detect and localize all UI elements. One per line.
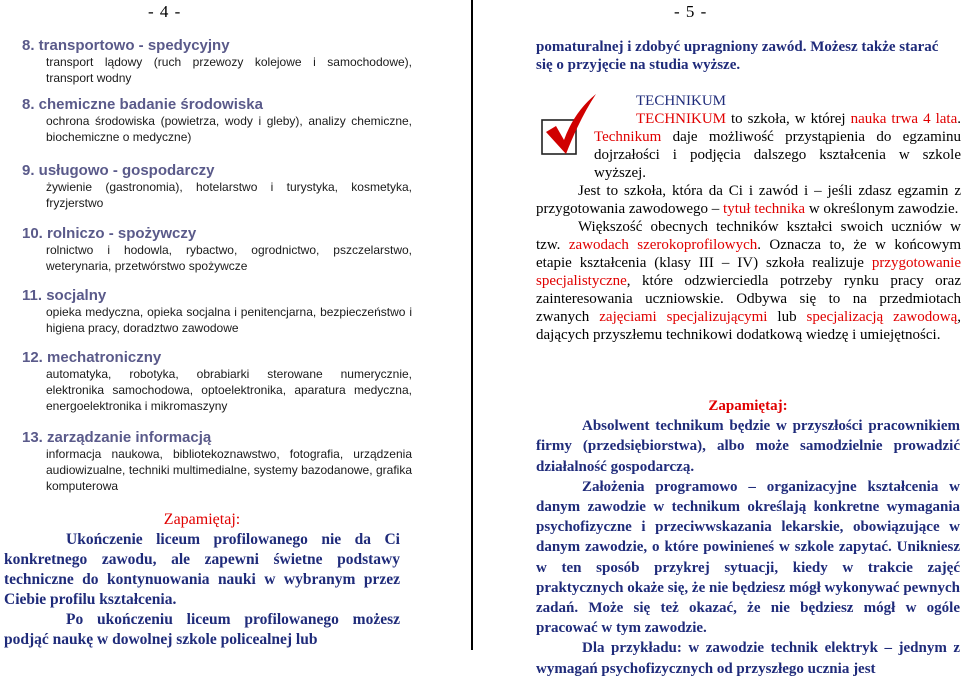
term: nauka trwa 4 lata — [850, 111, 958, 127]
item-title: 10. rolniczo - spożywczy — [22, 225, 197, 242]
list-item — [22, 226, 412, 274]
text-run: , które odzwierciedla potrzeby rynku pracy oraz zainteresowania uczniowskie. Odbywa się to na przedmiotach zwanych — [536, 273, 961, 325]
item-body: transport lądowy (ruch przewozy kolejowe i samochodowe), transport wodny — [46, 55, 412, 85]
list-item — [22, 163, 412, 211]
item-title: 8. chemiczne badanie środowiska — [22, 96, 263, 113]
technikum-paragraph-2 — [536, 182, 961, 218]
text-run: . — [957, 111, 961, 127]
remember-paragraph: Absolwent technikum będzie w przyszłości pracownikiem firmy (przedsiębiorstwa), albo może samodzielnie prowadzić działalność gospodarczą. — [536, 418, 960, 475]
item-body: rolnictwo i hodowla, rybactwo, ogrodnictwo, pszczelarstwo, weterynaria, przetwórstwo spożywcze — [46, 243, 412, 273]
remember-paragraph: Po ukończeniu liceum profilowanego możesz podjąć naukę w dowolnej szkole policealnej lub — [4, 611, 400, 648]
term: TECHNIKUM — [636, 111, 726, 127]
term: zawodach szerokoprofilowych — [568, 237, 758, 253]
page-number-right: - 5 - — [674, 2, 708, 21]
item-title: 12. mechatroniczny — [22, 349, 162, 366]
term: Technikum — [594, 129, 662, 145]
list-item — [22, 430, 412, 494]
remember-heading: Zapamiętaj: — [708, 398, 788, 414]
text-run: Większość obecnych techników kształci swoich uczniów w tzw. — [536, 219, 961, 253]
item-title: 13. zarządzanie informacją — [22, 429, 212, 446]
text-run: Jest to szkoła, która da Ci i zawód i – jeśli zdasz egzamin z przygotowania zawodowego – — [536, 183, 961, 217]
list-item — [22, 288, 412, 336]
list-item — [22, 97, 412, 145]
remember-box-left — [4, 510, 400, 650]
item-title: 11. socjalny — [22, 287, 107, 304]
text-run: lub — [767, 309, 807, 325]
term: przygotowanie specjalistyczne — [536, 255, 961, 289]
technikum-heading: TECHNIKUM — [636, 93, 726, 109]
technikum-section — [536, 92, 961, 344]
text-run: to szkoła, w której — [726, 111, 851, 127]
left-page — [0, 0, 470, 650]
intro-paragraph: pomaturalnej i zdobyć upragniony zawód. Możesz także starać się o przyjęcie na studia wyższe. — [536, 39, 939, 73]
right-page — [478, 0, 961, 677]
item-title: 9. usługowo - gospodarczy — [22, 162, 215, 179]
technikum-paragraph-1 — [536, 110, 961, 182]
term: tytuł technika — [723, 201, 806, 217]
page-divider — [471, 0, 473, 650]
page-number-left: - 4 - — [148, 2, 182, 21]
list-item — [22, 350, 412, 414]
remember-heading: Zapamiętaj: — [163, 511, 241, 528]
remember-paragraph: Ukończenie liceum profilowanego nie da Ci konkretnego zawodu, ale zapewni świetne podstawy techniczne do kontynuowania nauki w wybranym przez Ciebie profilu kształcenia. — [4, 531, 400, 608]
item-body: informacja naukowa, bibliotekoznawstwo, fotografia, urządzenia audiowizualne, techniki multimedialne, systemy bazodanowe, grafika komputerowa — [46, 447, 412, 493]
text-run: , dających przyszłemu technikowi dodatkową wiedzę i umiejętności. — [536, 309, 961, 343]
term: zajęciami specjalizującymi — [599, 309, 768, 325]
term: specjalizacją zawodową — [806, 309, 958, 325]
text-run: w określonym zawodzie. — [805, 201, 959, 217]
item-body: opieka medyczna, opieka socjalna i penitencjarna, bezpieczeństwo i higiena pracy, doradztwo zawodowe — [46, 305, 412, 335]
remember-box-right — [536, 396, 960, 679]
technikum-paragraph-3 — [536, 218, 961, 344]
item-title: 8. transportowo - spedycyjny — [22, 37, 230, 54]
item-body: żywienie (gastronomia), hotelarstwo i turystyka, kosmetyka, fryzjerstwo — [46, 180, 412, 210]
item-body: ochrona środowiska (powietrza, wody i gleby), analizy chemiczne, biochemiczne o medyczne) — [46, 114, 412, 144]
list-item — [22, 38, 412, 86]
text-run: daje możliwość przystąpienia do egzaminu dojrzałości i podjęcia dalszego kształcenia w szkole wyższej. — [594, 129, 961, 181]
remember-paragraph: Założenia programowo – organizacyjne kształcenia w danym zawodzie w technikum określają konkretne wymagania psychofizyczne i przeciwwskazania lekarskie, obowiązujące w danym zawodzie, o które powinieneś w szkole zapytać. Unikniesz w ten sposób przykrej sytuacji, kiedy w trakcie zajęć praktycznych okaże się, że nie będziesz mógł wykonywać pewnych zadań. Może się też okazać, że nie będziesz mógł w ogóle pracować w tym zawodzie. — [536, 478, 960, 637]
remember-paragraph: Dla przykładu: w zawodzie technik elektryk – jednym z wymagań psychofizycznych od przyszłego ucznia jest — [536, 640, 960, 677]
item-body: automatyka, robotyka, obrabiarki sterowane numerycznie, elektronika samochodowa, optoelektronika, aparatura medyczna, energoelektronika i mikromaszyny — [46, 367, 412, 413]
text-run: . Oznacza to, że w końcowym etapie kształcenia (klasy III – IV) szkoła realizuje — [536, 237, 961, 271]
